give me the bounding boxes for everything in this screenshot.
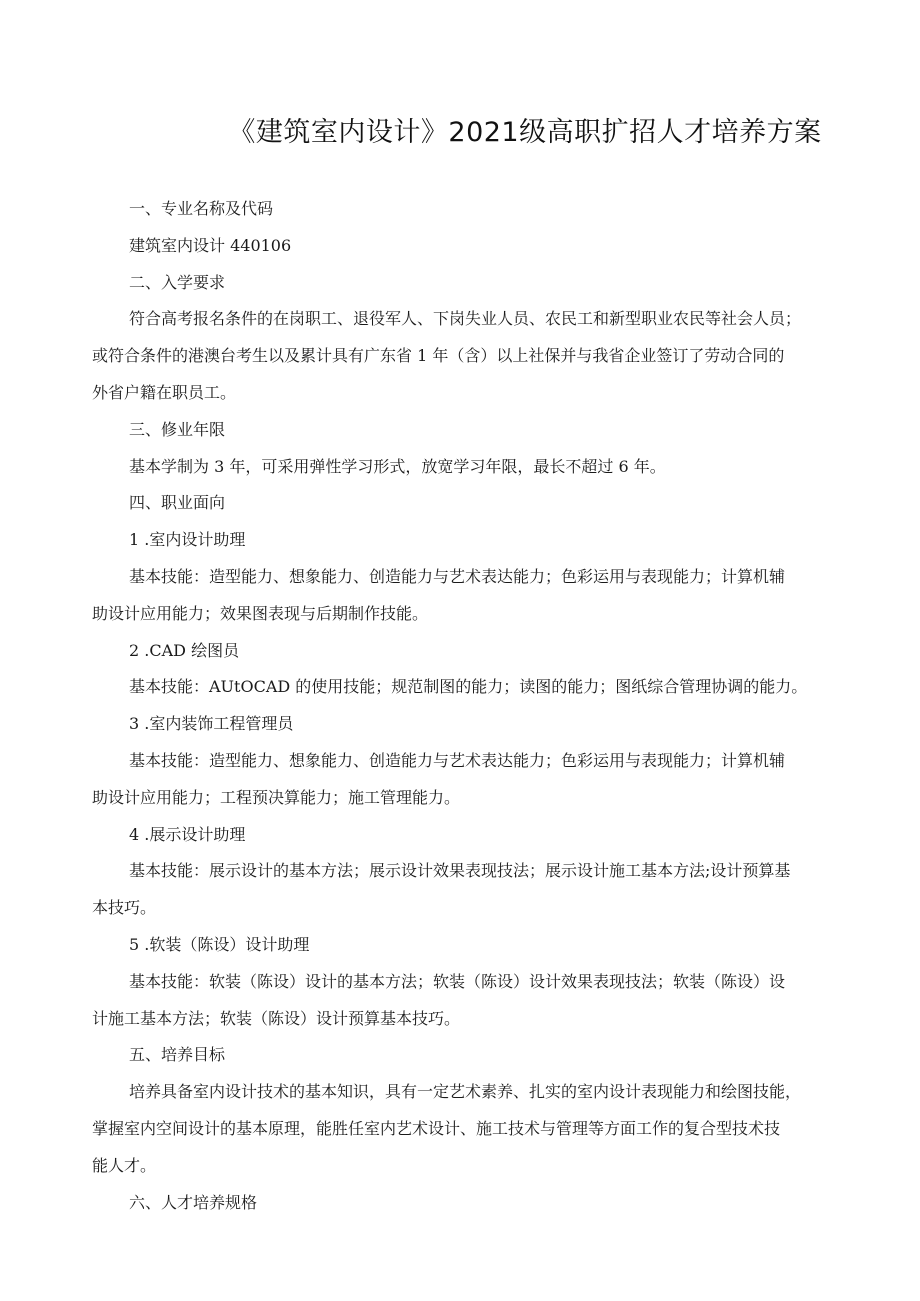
paragraph-line: 基本学制为 3 年，可采用弹性学习形式，放宽学习年限，最长不超过 6 年。	[129, 456, 666, 476]
document-title-text: 《建筑室内设计》2021级高职扩招人才培养方案	[228, 117, 822, 148]
paragraph-line: 能人才。	[92, 1155, 157, 1175]
document-title	[0, 110, 920, 149]
section-heading-objectives: 五、培养目标	[129, 1045, 226, 1065]
paragraph-line: 外省户籍在职员工。	[92, 382, 237, 402]
section-heading-specifications: 六、人才培养规格	[129, 1192, 258, 1212]
paragraph-line: 培养具备室内设计技术的基本知识，具有一定艺术素养、扎实的室内设计表现能力和绘图技能，	[129, 1082, 802, 1102]
section-heading-admission: 二、入学要求	[129, 272, 226, 292]
paragraph-line: 助设计应用能力；效果图表现与后期制作技能。	[92, 603, 429, 623]
paragraph-line: 计施工基本方法；软装（陈设）设计预算基本技巧。	[92, 1008, 461, 1028]
paragraph-line: 符合高考报名条件的在岗职工、退役军人、下岗失业人员、农民工和新型职业农民等社会人员；	[129, 309, 802, 329]
paragraph-line: 基本技能：软装（陈设）设计的基本方法；软装（陈设）设计效果表现技法；软装（陈设）设	[129, 971, 786, 991]
section-heading-duration: 三、修业年限	[129, 419, 226, 439]
section-heading-career: 四、职业面向	[129, 493, 226, 513]
paragraph-line: 基本技能：AUtOCAD 的使用技能；规范制图的能力；读图的能力；图纸综合管理协调的能力。	[129, 677, 808, 697]
document-body	[92, 191, 834, 1221]
paragraph-line: 或符合条件的港澳台考生以及累计具有广东省 1 年（含）以上社保并与我省企业签订了劳动合同的	[92, 346, 785, 366]
paragraph-line: 掌握室内空间设计的基本原理，能胜任室内艺术设计、施工技术与管理等方面工作的复合型技术技	[92, 1118, 781, 1138]
subheading-cad-drafter: 2 .CAD 绘图员	[129, 640, 240, 660]
subheading-exhibition-design-assistant: 4 .展示设计助理	[129, 824, 246, 844]
paragraph-line: 基本技能：展示设计的基本方法；展示设计效果表现技法；展示设计施工基本方法;设计预算基	[129, 861, 791, 881]
paragraph-major-code: 建筑室内设计 440106	[129, 235, 292, 255]
paragraph-line: 基本技能：造型能力、想象能力、创造能力与艺术表达能力；色彩运用与表现能力；计算机辅	[129, 566, 786, 586]
subheading-interior-design-assistant: 1 .室内设计助理	[129, 530, 246, 550]
paragraph-line: 助设计应用能力；工程预决算能力；施工管理能力。	[92, 787, 461, 807]
section-heading-major-code: 一、专业名称及代码	[129, 199, 274, 218]
subheading-soft-decoration-assistant: 5 .软装（陈设）设计助理	[129, 934, 310, 954]
paragraph-line: 基本技能：造型能力、想象能力、创造能力与艺术表达能力；色彩运用与表现能力；计算机辅	[129, 750, 786, 770]
paragraph-line: 本技巧。	[92, 898, 157, 918]
subheading-decoration-manager: 3 .室内装饰工程管理员	[129, 714, 294, 734]
